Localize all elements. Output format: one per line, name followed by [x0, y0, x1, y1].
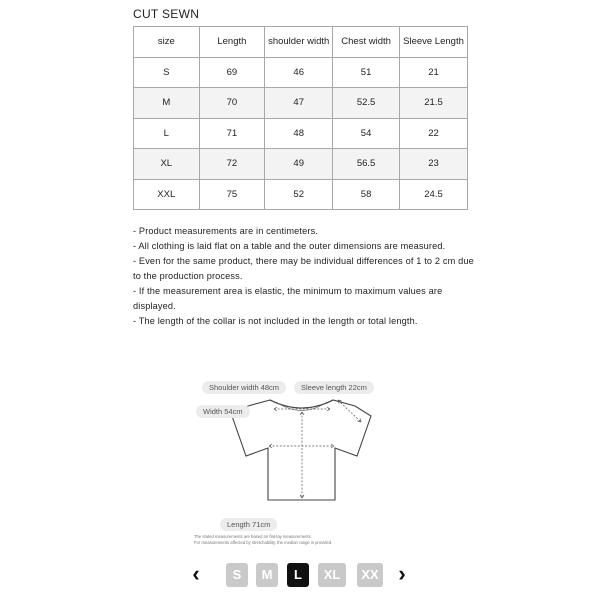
- table-cell: 56.5: [333, 149, 400, 180]
- table-cell: 24.5: [400, 179, 468, 210]
- collar-inner-line: [276, 402, 327, 411]
- table-header: Sleeve Length: [400, 27, 468, 58]
- sleeve-measure-line: [338, 400, 361, 422]
- table-cell: 46: [265, 57, 333, 88]
- table-cell: 71: [199, 118, 265, 149]
- table-row: [134, 149, 468, 180]
- table-cell: 75: [199, 179, 265, 210]
- note-line: - All clothing is laid flat on a table and the outer dimensions are measured.: [133, 241, 446, 251]
- shoulder-width-label: Shoulder width 48cm: [202, 381, 286, 394]
- table-header: Chest width: [333, 27, 400, 58]
- table-cell: 72: [199, 149, 265, 180]
- table-cell: 49: [265, 149, 333, 180]
- table-cell: 52: [265, 179, 333, 210]
- size-option-l[interactable]: L: [287, 563, 309, 587]
- table-cell: 51: [333, 57, 400, 88]
- table-cell: 22: [400, 118, 468, 149]
- table-header: shoulder width: [265, 27, 333, 58]
- table-cell: S: [134, 57, 200, 88]
- note-line: - If the measurement area is elastic, the minimum to maximum values are displayed.: [133, 286, 443, 311]
- fine-print: For measurements affected by stretchability, the median range is provided.: [194, 540, 333, 545]
- table-cell: 58: [333, 179, 400, 210]
- table-cell: 52.5: [333, 88, 400, 119]
- table-cell: 23: [400, 149, 468, 180]
- section-title: CUT SEWN: [133, 7, 200, 21]
- table-cell: M: [134, 88, 200, 119]
- table-cell: 21.5: [400, 88, 468, 119]
- table-cell: 70: [199, 88, 265, 119]
- prev-arrow-icon[interactable]: ‹: [192, 561, 200, 586]
- size-option-m[interactable]: M: [256, 563, 278, 587]
- size-option-xl[interactable]: XL: [318, 563, 346, 587]
- table-cell: 48: [265, 118, 333, 149]
- table-cell: 47: [265, 88, 333, 119]
- table-header: Length: [199, 27, 265, 58]
- table-row: [134, 88, 468, 119]
- size-option-xx[interactable]: XX: [357, 563, 383, 587]
- table-row: [134, 179, 468, 210]
- table-cell: 54: [333, 118, 400, 149]
- size-option-s[interactable]: S: [226, 563, 248, 587]
- note-line: - Even for the same product, there may be individual differences of 1 to 2 cm due to the production process.: [133, 256, 474, 281]
- table-row: [134, 57, 468, 88]
- sleeve-length-label: Sleeve length 22cm: [294, 381, 374, 394]
- table-header-row: [134, 27, 468, 58]
- table-cell: XXL: [134, 179, 200, 210]
- size-selector: [188, 561, 418, 589]
- length-label: Length 71cm: [220, 518, 277, 531]
- note-line: - The length of the collar is not included in the length or total length.: [133, 316, 418, 326]
- table-cell: 21: [400, 57, 468, 88]
- next-arrow-icon[interactable]: ›: [398, 561, 406, 586]
- table-row: [134, 118, 468, 149]
- note-line: - Product measurements are in centimeters.: [133, 226, 319, 236]
- measurement-notes: [133, 224, 478, 329]
- table-cell: 69: [199, 57, 265, 88]
- tshirt-outline: [232, 400, 371, 500]
- fine-print: The stated measurements are based on flat-lay measurements.: [194, 534, 312, 539]
- table-cell: L: [134, 118, 200, 149]
- size-chart-table: [133, 26, 468, 210]
- table-cell: XL: [134, 149, 200, 180]
- table-header: size: [134, 27, 200, 58]
- width-label: Width 54cm: [196, 405, 250, 418]
- measurement-diagram: [190, 372, 390, 552]
